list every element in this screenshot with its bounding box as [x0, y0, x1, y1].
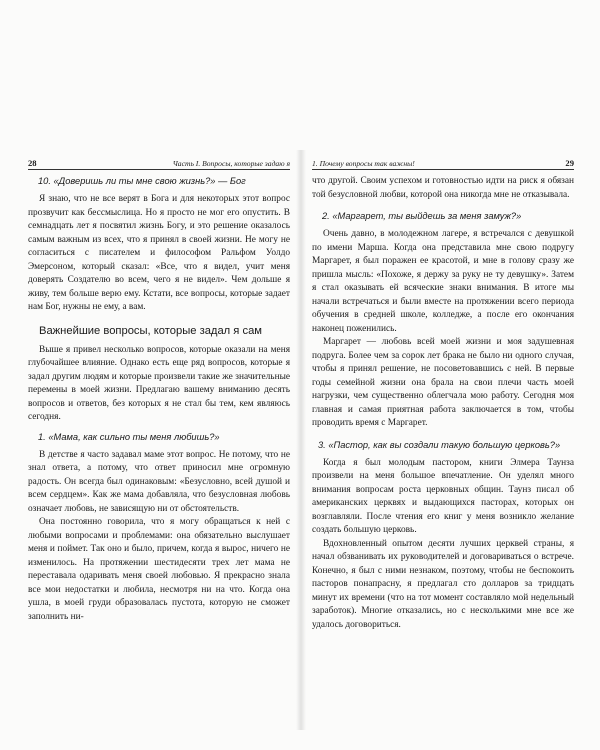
question-3-text-1: Когда я был молодым пастором, книги Элмера Таунза произвели на меня большое впечатление. Он уделял много внимания вопросам роста церковных общин. Таунз писал об американских церквях и выдающихся пасторах, которых он возглавляли. После чтения его книг у меня возникло желание создать большую церковь. [312, 457, 574, 535]
right-page [312, 158, 574, 718]
book-gutter [296, 150, 306, 730]
left-page [28, 158, 290, 718]
right-running-head-title: 1. Почему вопросы так важны! [312, 159, 415, 168]
right-running-head [312, 158, 574, 170]
question-1-heading: 1. «Мама, как сильно ты меня любишь?» [38, 431, 220, 442]
left-running-head [28, 158, 290, 170]
question-2-text-1: Очень давно, в молодежном лагере, я встречался с девушкой по имени Марша. Когда она представила мне свою подругу Маргарет, я был поражен ее красотой, и мне в голову сразу же пришла мысль: «Похоже, я держу за руку не ту девушку». Затем я стал оказывать ей всяческие знаки внимания. В итоге мы начали встречаться и были вместе на протяжении всего периода обучения в средней школе, колледже, а после его окончания наконец поженились. [312, 229, 574, 334]
question-3-text-2: Вдохновленный опытом десяти лучших церквей страны, я начал обзванивать их руководителей и договариваться о встрече. Конечно, я был с ними незнаком, поэтому, чтобы не беспокоить пасторов понапрасну, я предлагал сто долларов за тридцать минут их времени (что на тот момент составляло мой недельный заработок). Многие отказались, но с несколькими мне все же удалось договориться. [312, 538, 574, 630]
section-heading: Важнейшие вопросы, которые задал я сам [39, 324, 262, 337]
question-2-text-2: Маргарет — любовь всей моей жизни и моя задушевная подруга. Более чем за сорок лет брака не было ни одного случая, чтобы я принял решение, не посоветовавшись с ней. В первые годы семейной жизни она брала на свои плечи часть моей нагрузки, чем существенно облегчала мою работу. Сегодня моя главная и самая приятная работа заключается в том, чтобы проводить время с Маргарет. [312, 337, 574, 428]
question-3-heading: 3. «Пастор, как вы создали такую большую церковь?» [318, 439, 561, 450]
left-page-number: 28 [28, 158, 37, 168]
question-10-heading: 10. «Доверишь ли ты мне свою жизнь?» — Бог [38, 176, 246, 186]
question-10-text: Я знаю, что не все верят в Бога и для некоторых этот вопрос прозвучит как бессмыслица. Но я просто не мог его опустить. В семнадцать лет я посвятил жизнь Богу, и это решение оказалось самым важным из всех, что я принял в своей жизни. Не могу не согласиться с писателем и философом Ральфом Уолдо Эмерсоном, который сказал: «Все, что я видел, учит меня доверять Создателю во всем, чего я не видел». Чем дольше я живу, тем больше верю ему. Кстати, все вопросы, которые задает нам Бог, нужны не ему, а вам. [28, 194, 290, 312]
carryover-text: что другой. Своим успехом и готовностью идти на риск я обязан той безусловной любви, которой она никогда мне не отказывала. [312, 176, 574, 200]
right-page-number: 29 [565, 158, 574, 168]
left-running-head-title: Часть I. Вопросы, которые задаю я [172, 159, 290, 168]
question-1-text-2: Она постоянно говорила, что я могу обращаться к ней с любыми вопросами и проблемами: она обязательно выслушает меня и поймет. Так оно и было, причем, когда я вырос, ничего не изменилось. На протяжении шестидесяти трех лет мама не переставала одаривать меня своей любовью. Я прекрасно знала все мои недостатки и любила, несмотря ни на что. Когда она ушла, в моей груди образовалась пустота, которую не сможет заполнить ни- [28, 517, 290, 622]
question-2-heading: 2. «Маргарет, ты выйдешь за меня замуж?» [322, 211, 522, 221]
section-intro-text: Выше я привел несколько вопросов, которые оказали на меня глубочайшее влияние. Однако есть еще ряд вопросов, которые я задал другим людям и которые произвели такие же значительные перемены в моей жизни. Предлагаю вашему вниманию десять вопросов и ответов, без которых я не стал бы тем, кем являюсь сегодня. [28, 344, 290, 422]
question-1-text-1: В детстве я часто задавал маме этот вопрос. Не потому, что не знал ответа, а потому, что ответ приносил мне огромную радость. Он всегда был одинаковым: «Безусловно, всей душой и всем сердцем». Как же мама добавляла, что безусловная любовь означает любовь, не зависящую ни от обстоятельств. [28, 449, 290, 514]
